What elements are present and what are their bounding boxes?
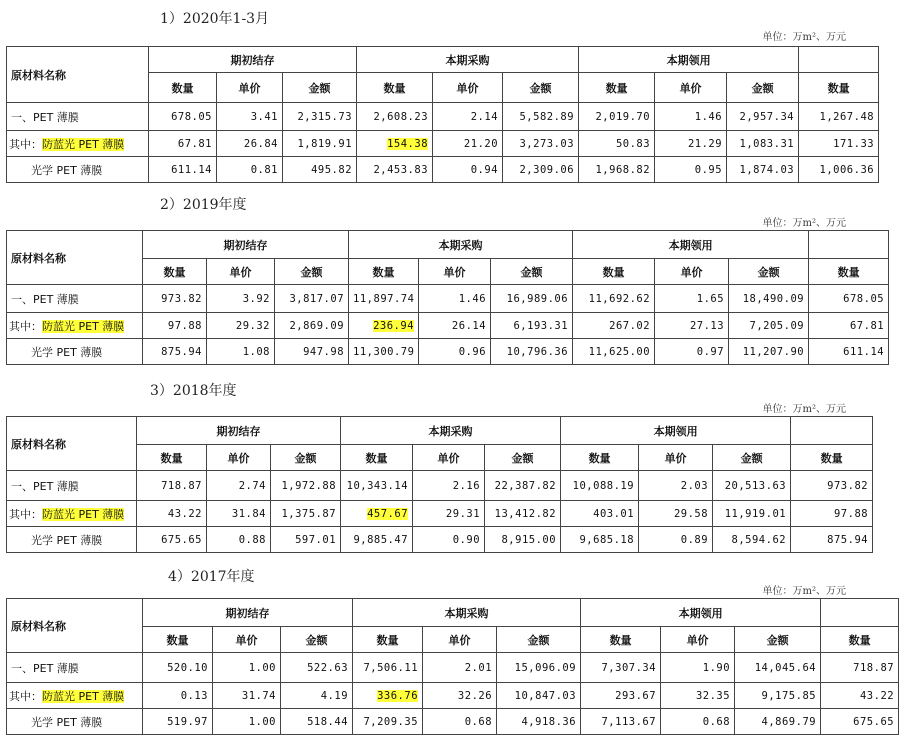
column-header: 金额 bbox=[713, 445, 791, 471]
column-header: 金额 bbox=[283, 73, 357, 103]
column-header: 金额 bbox=[271, 445, 341, 471]
column-header: 单价 bbox=[207, 259, 275, 285]
table-cell: 875.94 bbox=[143, 339, 207, 365]
table-cell: 520.10 bbox=[143, 653, 213, 683]
table-cell: 10,847.03 bbox=[497, 683, 581, 709]
table-cell: 10,796.36 bbox=[491, 339, 573, 365]
column-header: 数量 bbox=[799, 73, 879, 103]
table-row bbox=[7, 313, 889, 339]
group-header: 本期采购 bbox=[357, 47, 579, 73]
highlighted-value: 236.94 bbox=[373, 319, 415, 332]
column-header: 单价 bbox=[213, 627, 281, 653]
table-cell: 973.82 bbox=[791, 471, 873, 501]
table-cell: 0.94 bbox=[433, 157, 503, 183]
table-cell: 2.01 bbox=[423, 653, 497, 683]
table-row bbox=[7, 157, 879, 183]
table-cell: 31.84 bbox=[207, 501, 271, 527]
table-cell: 171.33 bbox=[799, 131, 879, 157]
table-cell: 26.14 bbox=[419, 313, 491, 339]
table-cell: 2.16 bbox=[413, 471, 485, 501]
table-cell: 0.68 bbox=[423, 709, 497, 735]
table-row bbox=[7, 103, 879, 131]
column-header: 金额 bbox=[281, 627, 353, 653]
column-header: 数量 bbox=[353, 627, 423, 653]
column-header: 单价 bbox=[419, 259, 491, 285]
table-cell: 97.88 bbox=[791, 501, 873, 527]
table-cell: 29.32 bbox=[207, 313, 275, 339]
table-cell: 22,387.82 bbox=[485, 471, 561, 501]
table-cell bbox=[357, 131, 433, 157]
table-cell: 403.01 bbox=[561, 501, 639, 527]
table-cell: 27.13 bbox=[655, 313, 729, 339]
table-cell: 7,205.09 bbox=[729, 313, 809, 339]
table-cell: 678.05 bbox=[809, 285, 889, 313]
table-cell: 1,819.91 bbox=[283, 131, 357, 157]
unit-label: 单位：万m²、万元 bbox=[762, 586, 846, 597]
table-row bbox=[7, 285, 889, 313]
highlighted-material-name: 防蓝光 PET 薄膜 bbox=[42, 507, 125, 521]
group-header: 本期领用 bbox=[561, 417, 791, 445]
table-cell: 15,096.09 bbox=[497, 653, 581, 683]
table-cell: 1.46 bbox=[419, 285, 491, 313]
table-cell: 8,594.62 bbox=[713, 527, 791, 553]
column-header: 金额 bbox=[735, 627, 821, 653]
table-cell: 20,513.63 bbox=[713, 471, 791, 501]
table-cell: 43.22 bbox=[821, 683, 899, 709]
table-cell: 21.20 bbox=[433, 131, 503, 157]
header-row bbox=[7, 231, 889, 259]
material-name-header: 原材料名称 bbox=[7, 47, 149, 103]
table-row bbox=[7, 471, 873, 501]
table-cell: 29.31 bbox=[413, 501, 485, 527]
column-header: 数量 bbox=[791, 445, 873, 471]
section-title: 4）2017年度 bbox=[168, 569, 255, 585]
table-cell: 947.98 bbox=[275, 339, 349, 365]
table-cell: 13,412.82 bbox=[485, 501, 561, 527]
table-cell: 1.46 bbox=[655, 103, 727, 131]
column-header: 数量 bbox=[579, 73, 655, 103]
highlighted-material-name: 防蓝光 PET 薄膜 bbox=[42, 689, 125, 703]
table-cell: 2,315.73 bbox=[283, 103, 357, 131]
table-row bbox=[7, 683, 899, 709]
section-title: 3）2018年度 bbox=[150, 383, 237, 399]
column-header: 数量 bbox=[821, 627, 899, 653]
table-cell bbox=[349, 313, 419, 339]
unit-label: 单位：万m²、万元 bbox=[762, 32, 846, 43]
row-name: 一、PET 薄膜 bbox=[7, 285, 143, 313]
table-cell: 11,692.62 bbox=[573, 285, 655, 313]
table-cell: 1,968.82 bbox=[579, 157, 655, 183]
table-cell: 495.82 bbox=[283, 157, 357, 183]
row-name: 光学 PET 薄膜 bbox=[7, 527, 137, 553]
row-name: 一、PET 薄膜 bbox=[7, 653, 143, 683]
table-cell: 32.26 bbox=[423, 683, 497, 709]
table-cell: 9,685.18 bbox=[561, 527, 639, 553]
table-cell: 11,919.01 bbox=[713, 501, 791, 527]
column-header: 数量 bbox=[349, 259, 419, 285]
table-cell: 678.05 bbox=[149, 103, 217, 131]
table-cell: 3,817.07 bbox=[275, 285, 349, 313]
table-cell: 973.82 bbox=[143, 285, 207, 313]
column-header: 单价 bbox=[639, 445, 713, 471]
column-header: 金额 bbox=[491, 259, 573, 285]
inventory-table bbox=[6, 46, 879, 183]
material-name-header: 原材料名称 bbox=[7, 599, 143, 653]
row-name: 光学 PET 薄膜 bbox=[7, 157, 149, 183]
column-header: 单价 bbox=[207, 445, 271, 471]
column-header: 单价 bbox=[661, 627, 735, 653]
table-cell: 0.90 bbox=[413, 527, 485, 553]
table-cell: 2,957.34 bbox=[727, 103, 799, 131]
table-cell: 9,885.47 bbox=[341, 527, 413, 553]
table-cell: 1,267.48 bbox=[799, 103, 879, 131]
row-name-prefix: 其中： bbox=[9, 319, 42, 333]
table-cell: 7,209.35 bbox=[353, 709, 423, 735]
column-header: 金额 bbox=[727, 73, 799, 103]
inventory-table bbox=[6, 598, 899, 735]
table-cell: 7,113.67 bbox=[581, 709, 661, 735]
column-header: 数量 bbox=[357, 73, 433, 103]
row-name-prefix: 其中： bbox=[9, 137, 42, 151]
table-cell: 875.94 bbox=[791, 527, 873, 553]
table-cell bbox=[341, 501, 413, 527]
table-cell: 4.19 bbox=[281, 683, 353, 709]
section-title: 1）2020年1-3月 bbox=[160, 11, 270, 27]
group-header-cut bbox=[791, 417, 873, 445]
table-cell: 597.01 bbox=[271, 527, 341, 553]
table-cell: 16,989.06 bbox=[491, 285, 573, 313]
group-header: 期初结存 bbox=[143, 231, 349, 259]
column-header: 单价 bbox=[433, 73, 503, 103]
group-header: 期初结存 bbox=[149, 47, 357, 73]
table-cell: 675.65 bbox=[137, 527, 207, 553]
table-cell: 10,088.19 bbox=[561, 471, 639, 501]
table-cell: 0.13 bbox=[143, 683, 213, 709]
column-header: 金额 bbox=[729, 259, 809, 285]
column-header: 数量 bbox=[561, 445, 639, 471]
inventory-table bbox=[6, 230, 889, 365]
material-name-header: 原材料名称 bbox=[7, 231, 143, 285]
table-cell bbox=[353, 683, 423, 709]
table-cell: 11,207.90 bbox=[729, 339, 809, 365]
table-cell: 11,897.74 bbox=[349, 285, 419, 313]
table-cell: 43.22 bbox=[137, 501, 207, 527]
table-cell: 0.89 bbox=[639, 527, 713, 553]
table-cell: 718.87 bbox=[821, 653, 899, 683]
table-cell: 519.97 bbox=[143, 709, 213, 735]
column-header: 单价 bbox=[217, 73, 283, 103]
column-header: 单价 bbox=[423, 627, 497, 653]
column-header: 数量 bbox=[143, 627, 213, 653]
table-cell: 2,019.70 bbox=[579, 103, 655, 131]
table-row bbox=[7, 501, 873, 527]
column-header: 数量 bbox=[137, 445, 207, 471]
row-name-prefix: 其中： bbox=[9, 689, 42, 703]
table-cell: 611.14 bbox=[149, 157, 217, 183]
table-cell: 1,006.36 bbox=[799, 157, 879, 183]
table-cell: 3,273.03 bbox=[503, 131, 579, 157]
group-header: 期初结存 bbox=[143, 599, 353, 627]
table-cell: 67.81 bbox=[809, 313, 889, 339]
row-name bbox=[7, 313, 143, 339]
unit-label: 单位：万m²、万元 bbox=[762, 218, 846, 229]
table-cell: 718.87 bbox=[137, 471, 207, 501]
table-cell: 1.65 bbox=[655, 285, 729, 313]
table-cell: 522.63 bbox=[281, 653, 353, 683]
table-cell: 5,582.89 bbox=[503, 103, 579, 131]
table-cell: 11,625.00 bbox=[573, 339, 655, 365]
table-cell: 4,918.36 bbox=[497, 709, 581, 735]
table-cell: 267.02 bbox=[573, 313, 655, 339]
table-cell: 2.74 bbox=[207, 471, 271, 501]
table-cell: 18,490.09 bbox=[729, 285, 809, 313]
header-row bbox=[7, 599, 899, 627]
table-cell: 0.96 bbox=[419, 339, 491, 365]
group-header-cut bbox=[809, 231, 889, 259]
table-cell: 2,608.23 bbox=[357, 103, 433, 131]
table-cell: 1.00 bbox=[213, 653, 281, 683]
column-header: 单价 bbox=[655, 73, 727, 103]
highlighted-value: 336.76 bbox=[377, 689, 419, 702]
table-cell: 7,307.34 bbox=[581, 653, 661, 683]
table-cell: 0.95 bbox=[655, 157, 727, 183]
highlighted-value: 154.38 bbox=[387, 137, 429, 150]
group-header-cut bbox=[821, 599, 899, 627]
table-cell: 67.81 bbox=[149, 131, 217, 157]
group-header: 本期采购 bbox=[353, 599, 581, 627]
table-cell: 1,972.88 bbox=[271, 471, 341, 501]
table-row bbox=[7, 339, 889, 365]
table-cell: 1.00 bbox=[213, 709, 281, 735]
highlighted-material-name: 防蓝光 PET 薄膜 bbox=[42, 137, 125, 151]
table-cell: 675.65 bbox=[821, 709, 899, 735]
table-row bbox=[7, 653, 899, 683]
row-name: 光学 PET 薄膜 bbox=[7, 339, 143, 365]
row-name bbox=[7, 683, 143, 709]
column-header: 数量 bbox=[143, 259, 207, 285]
table-cell: 518.44 bbox=[281, 709, 353, 735]
column-header: 数量 bbox=[149, 73, 217, 103]
table-cell: 1.90 bbox=[661, 653, 735, 683]
row-name: 一、PET 薄膜 bbox=[7, 103, 149, 131]
highlighted-material-name: 防蓝光 PET 薄膜 bbox=[42, 319, 125, 333]
table-cell: 8,915.00 bbox=[485, 527, 561, 553]
table-cell: 2.14 bbox=[433, 103, 503, 131]
table-cell: 0.88 bbox=[207, 527, 271, 553]
column-header: 单价 bbox=[655, 259, 729, 285]
table-cell: 6,193.31 bbox=[491, 313, 573, 339]
column-header: 金额 bbox=[485, 445, 561, 471]
table-cell: 1,375.87 bbox=[271, 501, 341, 527]
table-cell: 21.29 bbox=[655, 131, 727, 157]
row-name bbox=[7, 131, 149, 157]
table-cell: 0.68 bbox=[661, 709, 735, 735]
table-cell: 4,869.79 bbox=[735, 709, 821, 735]
table-cell: 1.08 bbox=[207, 339, 275, 365]
table-cell: 293.67 bbox=[581, 683, 661, 709]
table-cell: 1,083.31 bbox=[727, 131, 799, 157]
table-row bbox=[7, 709, 899, 735]
subheader-row bbox=[7, 445, 873, 471]
table-cell: 0.81 bbox=[217, 157, 283, 183]
column-header: 数量 bbox=[581, 627, 661, 653]
table-row bbox=[7, 527, 873, 553]
table-cell: 2.03 bbox=[639, 471, 713, 501]
group-header-cut bbox=[799, 47, 879, 73]
table-cell: 26.84 bbox=[217, 131, 283, 157]
table-cell: 32.35 bbox=[661, 683, 735, 709]
column-header: 数量 bbox=[573, 259, 655, 285]
table-cell: 2,453.83 bbox=[357, 157, 433, 183]
column-header: 金额 bbox=[497, 627, 581, 653]
material-name-header: 原材料名称 bbox=[7, 417, 137, 471]
unit-label: 单位：万m²、万元 bbox=[762, 404, 846, 415]
column-header: 数量 bbox=[341, 445, 413, 471]
table-cell: 2,869.09 bbox=[275, 313, 349, 339]
table-cell: 1,874.03 bbox=[727, 157, 799, 183]
table-cell: 611.14 bbox=[809, 339, 889, 365]
table-cell: 97.88 bbox=[143, 313, 207, 339]
group-header: 本期采购 bbox=[349, 231, 573, 259]
row-name: 一、PET 薄膜 bbox=[7, 471, 137, 501]
table-cell: 0.97 bbox=[655, 339, 729, 365]
highlighted-value: 457.67 bbox=[367, 507, 409, 520]
table-cell: 9,175.85 bbox=[735, 683, 821, 709]
table-cell: 11,300.79 bbox=[349, 339, 419, 365]
table-cell: 14,045.64 bbox=[735, 653, 821, 683]
table-row bbox=[7, 131, 879, 157]
table-cell: 10,343.14 bbox=[341, 471, 413, 501]
column-header: 数量 bbox=[809, 259, 889, 285]
group-header: 本期采购 bbox=[341, 417, 561, 445]
column-header: 金额 bbox=[503, 73, 579, 103]
row-name: 光学 PET 薄膜 bbox=[7, 709, 143, 735]
column-header: 金额 bbox=[275, 259, 349, 285]
group-header: 本期领用 bbox=[581, 599, 821, 627]
group-header: 本期领用 bbox=[573, 231, 809, 259]
table-cell: 7,506.11 bbox=[353, 653, 423, 683]
table-cell: 3.92 bbox=[207, 285, 275, 313]
row-name-prefix: 其中： bbox=[9, 507, 42, 521]
table-cell: 3.41 bbox=[217, 103, 283, 131]
header-row bbox=[7, 47, 879, 73]
group-header: 本期领用 bbox=[579, 47, 799, 73]
inventory-table bbox=[6, 416, 873, 553]
row-name bbox=[7, 501, 137, 527]
group-header: 期初结存 bbox=[137, 417, 341, 445]
table-cell: 2,309.06 bbox=[503, 157, 579, 183]
column-header: 单价 bbox=[413, 445, 485, 471]
header-row bbox=[7, 417, 873, 445]
table-cell: 29.58 bbox=[639, 501, 713, 527]
table-cell: 50.83 bbox=[579, 131, 655, 157]
table-cell: 31.74 bbox=[213, 683, 281, 709]
section-title: 2）2019年度 bbox=[160, 197, 247, 213]
